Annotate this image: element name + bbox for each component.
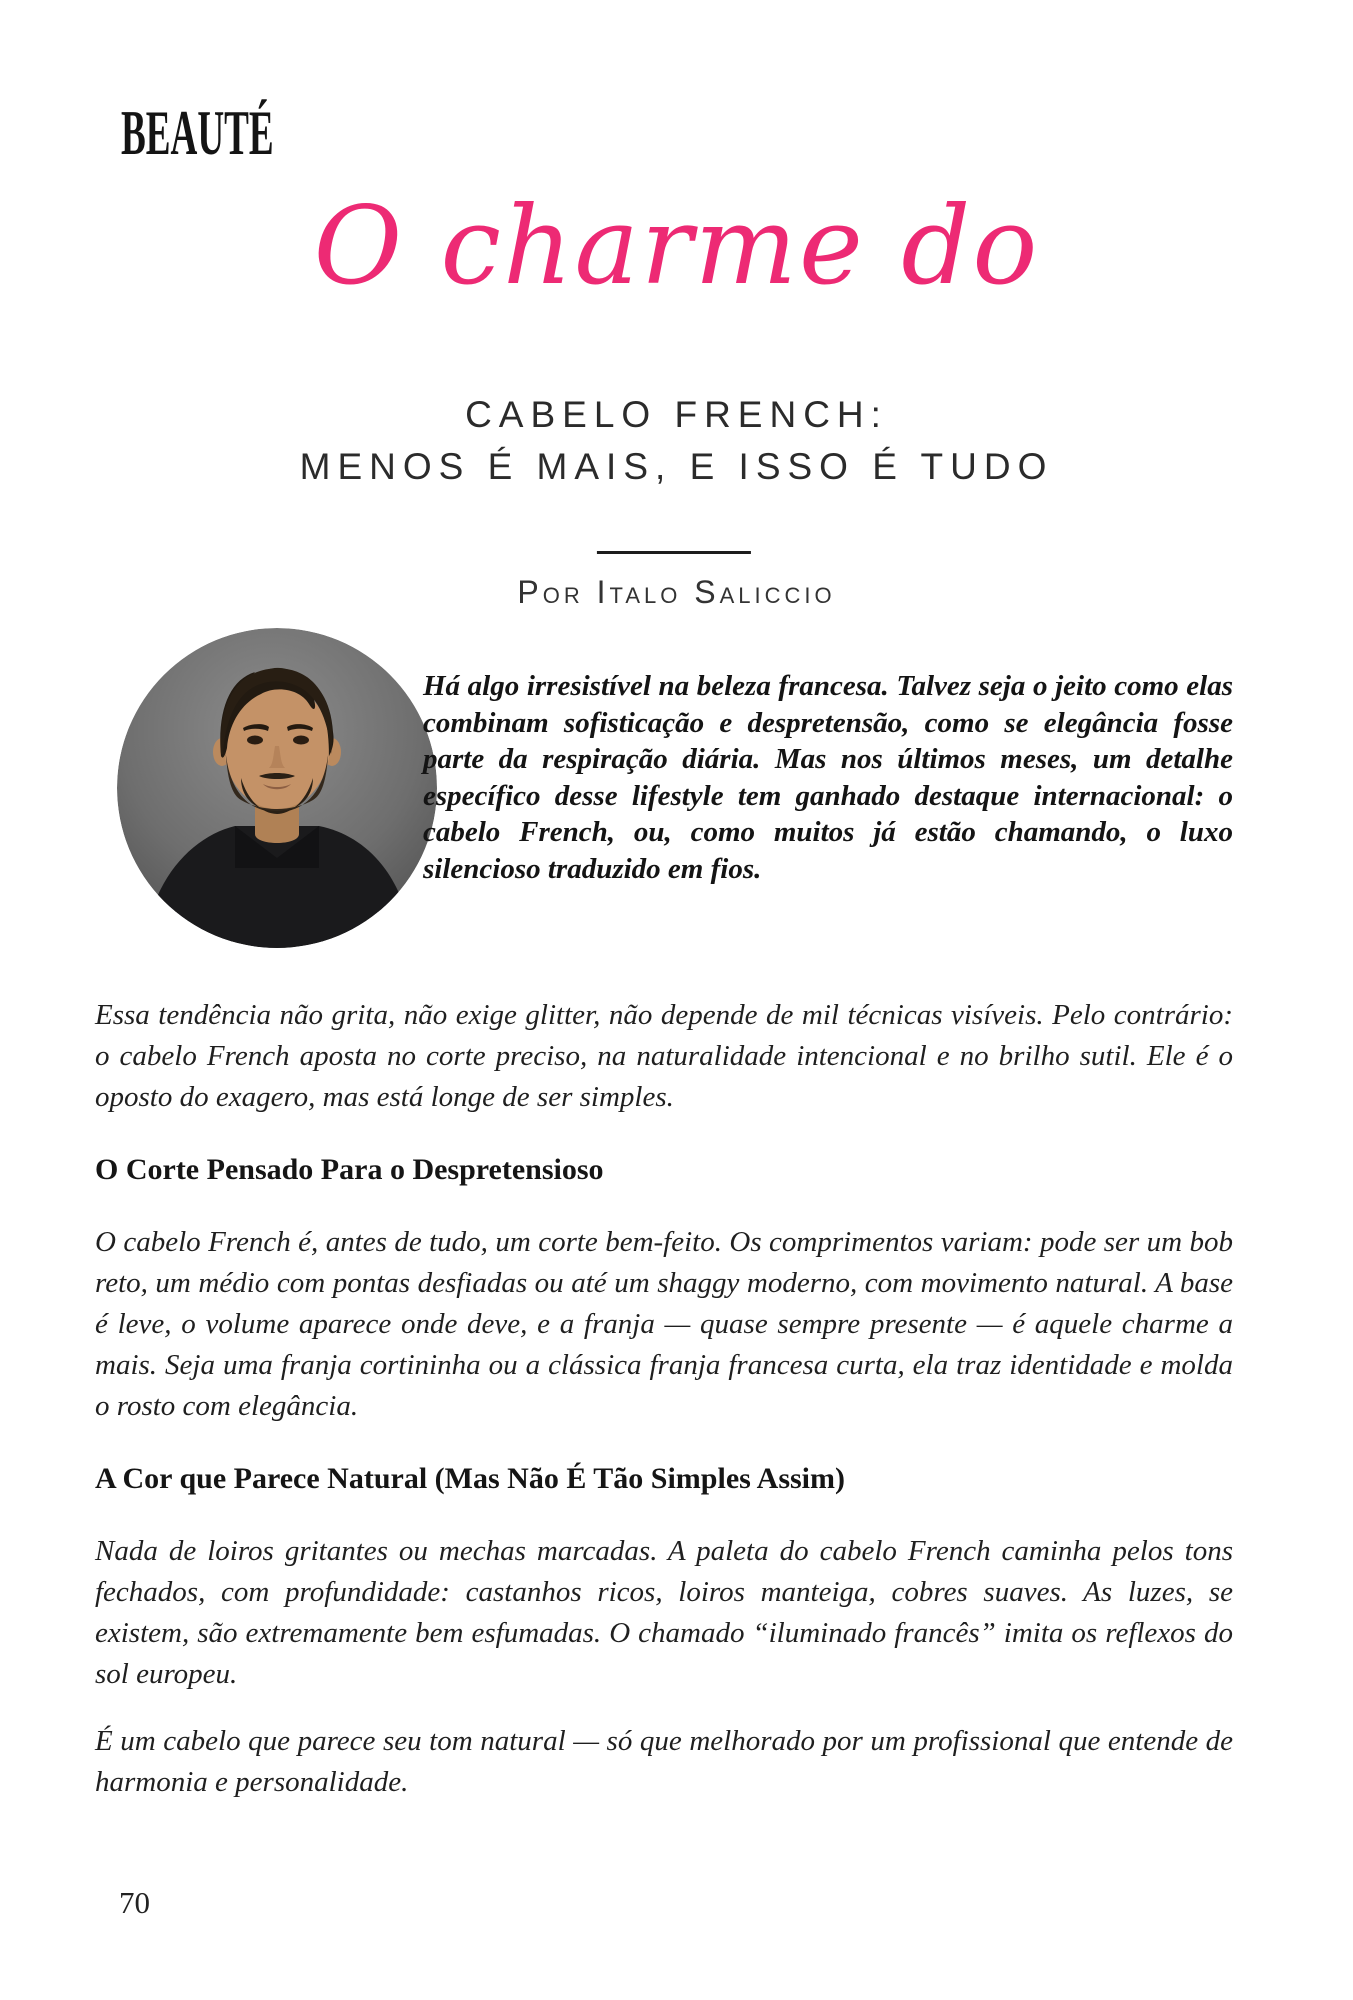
section-kicker: BEAUTÉ <box>121 97 274 168</box>
byline: Por Italo Saliccio <box>517 574 836 610</box>
divider-rule <box>596 551 750 554</box>
body-paragraph-2: O cabelo French é, antes de tudo, um corte bem-feito. Os comprimentos variam: pode ser um bob reto, um médio com pontas desfiadas ou até um shaggy moderno, com movimento natural. A base é leve, o volume aparece onde deve, e a franja — quase sempre presente — é aquele charme a mais. Seja uma franja cortininha ou a clássica franja francesa curta, ela traz identidade e molda o rosto com elegância. <box>95 1226 1233 1422</box>
body-paragraph-1: Essa tendência não grita, não exige glitter, não depende de mil técnicas visíveis. Pelo contrário: o cabelo French aposta no corte preciso, na naturalidade intencional e no brilho sutil. Ele é o oposto do exagero, mas está longe de ser simples. <box>95 999 1233 1113</box>
article-body <box>95 995 1233 1829</box>
title-caps-line2: MENOS É MAIS, E ISSO É TUDO <box>299 446 1054 487</box>
title-script: O charme do <box>313 184 1040 309</box>
section-heading-2: A Cor que Parece Natural (Mas Não É Tão Simples Assim) <box>95 1462 845 1495</box>
author-photo <box>117 628 437 948</box>
body-paragraph-3: Nada de loiros gritantes ou mechas marcadas. A paleta do cabelo French caminha pelos tons fechados, com profundidade: castanhos ricos, loiros manteiga, cobres suaves. As luzes, se existem, são extremamente bem esfumadas. O chamado “iluminado francês” imita os reflexos do sol europeu. <box>95 1535 1233 1690</box>
title-caps-line1: CABELO FRENCH: <box>465 394 888 435</box>
lead-paragraph: Há algo irresistível na beleza francesa. Talvez seja o jeito como elas combinam sofisticação e despretensão, como se elegância fosse parte da respiração diária. Mas nos últimos meses, um detalhe específico desse lifestyle tem ganhado destaque internacional: o cabelo French, ou, como muitos já estão chamando, o luxo silencioso traduzido em fios. <box>423 670 1233 885</box>
author-portrait-illustration <box>117 628 437 948</box>
section-heading-1: O Corte Pensado Para o Despretensioso <box>95 1153 604 1186</box>
page-number: 70 <box>119 1885 150 1920</box>
body-paragraph-4: É um cabelo que parece seu tom natural — só que melhorado por um profissional que entende de harmonia e personalidade. <box>95 1725 1233 1798</box>
